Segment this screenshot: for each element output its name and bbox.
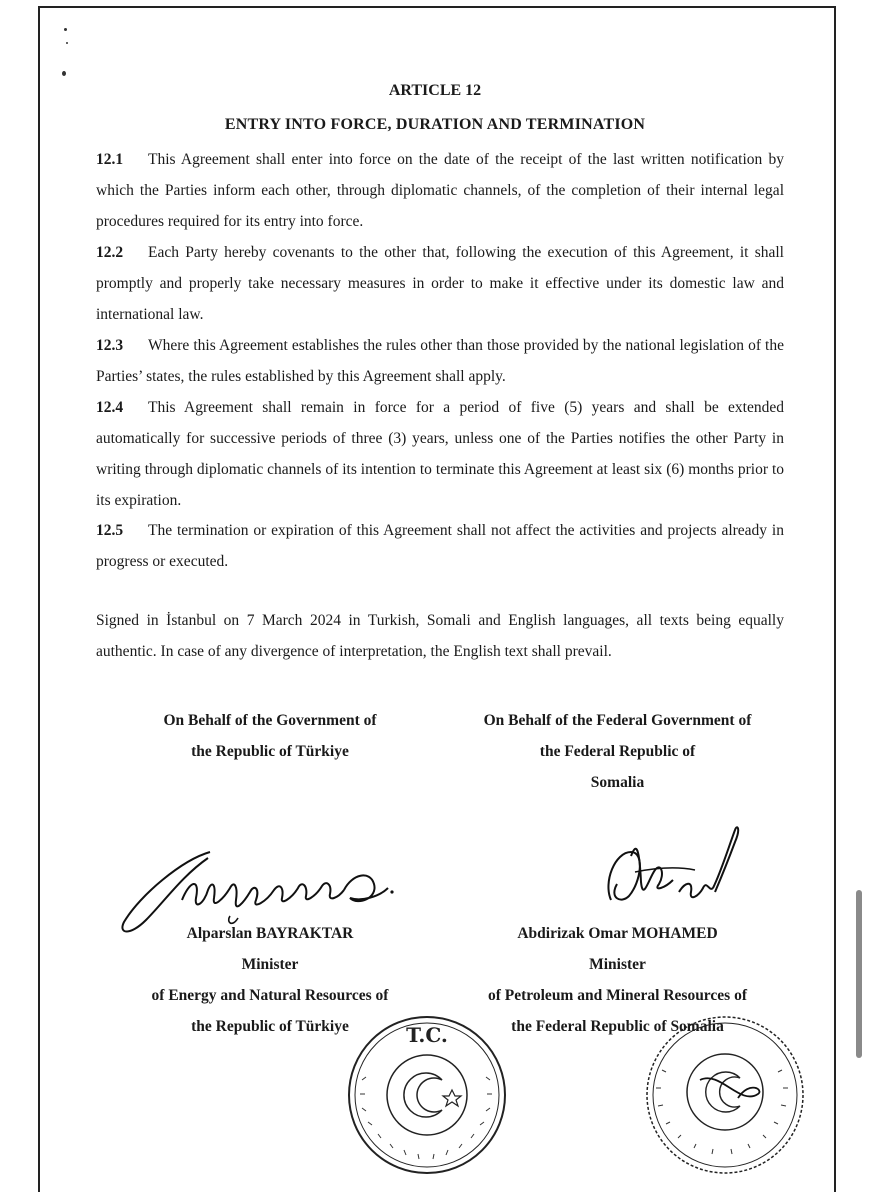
turkey-behalf-line2: the Republic of Türkiye bbox=[191, 743, 349, 760]
paragraph-number: 12.3 bbox=[96, 337, 124, 354]
somalia-official-stamp bbox=[640, 1010, 810, 1180]
scan-speck bbox=[64, 28, 67, 31]
paragraph-12-2 bbox=[96, 237, 784, 330]
article-title: ENTRY INTO FORCE, DURATION AND TERMINATION bbox=[224, 116, 646, 133]
paragraph-text: This Agreement shall enter into force on the date of the receipt of the last written notification by which the Parties inform each other, through diplomatic channels, of the completion of their internal legal procedures required for its entry into force. bbox=[96, 151, 784, 230]
somalia-signer-name: Abdirizak Omar MOHAMED bbox=[517, 925, 718, 942]
paragraph-12-3 bbox=[96, 330, 784, 392]
paragraph-12-5 bbox=[96, 515, 784, 577]
signing-statement: Signed in İstanbul on 7 March 2024 in Turkish, Somali and English languages, all texts being equally authentic. In case of any divergence of interpretation, the English text shall prevail. bbox=[96, 612, 784, 660]
paragraph-number: 12.4 bbox=[96, 399, 124, 416]
somalia-behalf-line3: Somalia bbox=[590, 774, 645, 791]
turkey-behalf-block bbox=[120, 705, 420, 767]
paragraph-12-4 bbox=[96, 392, 784, 516]
turkey-official-stamp bbox=[342, 1010, 512, 1180]
turkey-signer-title: Minister bbox=[241, 956, 299, 973]
scan-speck bbox=[66, 42, 68, 44]
paragraph-text: Each Party hereby covenants to the other that, following the execution of this Agreement, it shall promptly and properly take necessary measures in order to make it effective under its domestic law and international law. bbox=[96, 244, 784, 323]
article-number: ARTICLE 12 bbox=[388, 82, 482, 99]
stamp-text: T.C. bbox=[406, 1023, 448, 1047]
scan-speck bbox=[62, 71, 66, 76]
somalia-signer-title: Minister bbox=[589, 956, 646, 973]
paragraph-text: The termination or expiration of this Agreement shall not affect the activities and projects already in progress or executed. bbox=[96, 522, 784, 570]
paragraph-number: 12.5 bbox=[96, 522, 124, 539]
paragraph-12-1 bbox=[96, 144, 784, 237]
paragraph-number: 12.2 bbox=[96, 244, 124, 261]
turkey-signer-name: Alparslan BAYRAKTAR bbox=[186, 925, 354, 942]
turkey-behalf-line1: On Behalf of the Government of bbox=[163, 712, 377, 729]
paragraph-number: 12.1 bbox=[96, 151, 124, 168]
somalia-signer-ministry: of Petroleum and Mineral Resources of bbox=[487, 987, 747, 1004]
paragraph-text: Where this Agreement establishes the rules other than those provided by the national legislation of the Parties’ states, the rules established by this Agreement shall apply. bbox=[96, 337, 784, 385]
somalia-behalf-line1: On Behalf of the Federal Government of bbox=[483, 712, 752, 729]
somalia-signer-country: the Federal Republic of Somalia bbox=[511, 1018, 724, 1035]
turkey-signer-ministry: of Energy and Natural Resources of bbox=[151, 987, 389, 1004]
scrollbar-thumb[interactable] bbox=[856, 890, 862, 1058]
somalia-behalf-line2: the Federal Republic of bbox=[539, 743, 696, 760]
somalia-behalf-block bbox=[455, 705, 780, 798]
paragraph-text: This Agreement shall remain in force for a period of five (5) years and shall be extended automatically for successive periods of three (3) years, unless one of the Parties notifies the other Party in writing through diplomatic channels of its intention to terminate this Agreement at least six (6) months prior to its expiration. bbox=[96, 399, 784, 509]
turkey-signer-country: the Republic of Türkiye bbox=[191, 1018, 349, 1035]
somalia-signature bbox=[595, 822, 745, 922]
